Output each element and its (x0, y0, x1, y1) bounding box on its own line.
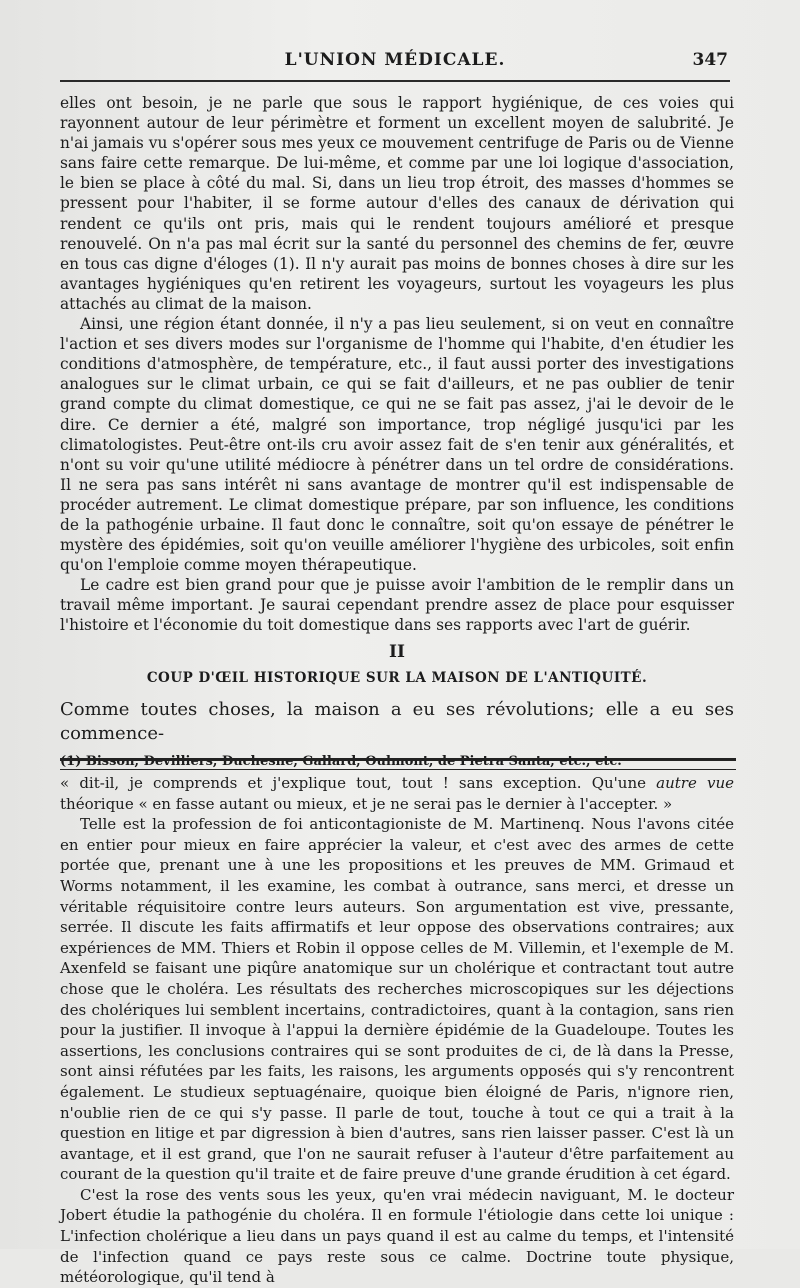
paragraph-2: Ainsi, une région étant donnée, il n'y a pas lieu seulement, si on veut en connaître l'action et ses divers modes sur l'organisme de l'homme qui l'habite, d'en étudier les conditions d'atmosphère, de température, etc., il faut aussi porter des investigations analogues sur le climat urbain, ce qui se fait d'ailleurs, et ne pas oublier de tenir grand compte du climat domestique, ce qui ne se fait pas assez, j'ai le devoir de le dire. Ce dernier a été, malgré son importance, trop négligé jusqu'ici par les climatologistes. Peut-être ont-ils cru avoir assez fait de s'en tenir aux généralités, et n'ont su voir qu'une utilité médiocre à pénétrer dans un tel ordre de considérations. Il ne sera pas sans intérêt ni sans avantage de montrer qu'il est indispensable de procéder autrement. Le climat domestique prépare, par son influence, les conditions de la pathogénie urbaine. Il faut donc le connaître, soit qu'on essaye de pénétrer le mystère des épidémies, soit qu'on veuille améliorer l'hygiène des urbicoles, soit enfin qu'on l'emploie comme moyen thérapeutique. (60, 315, 734, 575)
quote-end: théorique « en fasse autant ou mieux, et je ne serai pas le dernier à l'accepter. » (60, 794, 673, 813)
paragraph-jobert: C'est la rose des vents sous les yeux, qu'en vrai médecin naviguant, M. le docteur Jobert étudie la pathogénie du choléra. Il en formule l'étiologie dans cette loi unique : L'infection cholérique a lieu dans un pays quand il est au calme du temps, et l'intensité de l'infection quand ce pays reste sous ce calme. Doctrine toute physique, météorologique, qu'il tend à (60, 1185, 734, 1287)
paragraph-martinenq: Telle est la profession de foi anticontagioniste de M. Martinenq. Nous l'avons citée en entier pour mieux en faire apprécier la valeur, et c'est avec des armes de cette portée que, prenant une à une les propositions et les preuves de MM. Grimaud et Worms notamment, il les examine, les combat à outrance, sans merci, et dresse un véritable réquisitoire contre leurs auteurs. Son argumentation est vive, pressante, serrée. Il discute les faits affirmatifs et leur oppose des observations contraires; aux expériences de MM. Thiers et Robin il oppose celles de M. Villemin, et l'exemple de M. Axenfeld se faisant une piqûre anatomique sur un cholérique et contractant tout autre chose que le choléra. Les résultats des recherches microscopiques sur les déjections des cholériques lui semblent incertains, contradictoires, quant à la contagion, sans rien pour la justifier. Il invoque à l'appui la dernière épidémie de la Guadeloupe. Toutes les assertions, les conclusions contraires qui se sont produites de ci, de là dans la Presse, sont ainsi réfutées par les faits, les raisons, les arguments opposés qui s'y rencontrent également. Le studieux septuagénaire, quoique bien éloigné de Paris, n'ignore rien, n'oublie rien de ce qui s'y passe. Il parle de tout, touche à tout ce qui a trait à la question en litige et par digression à bien d'autres, sans rien laisser passer. C'est là un avantage, et il est grand, que l'on ne saurait refuser à l'auteur d'être parfaitement au courant de la question qu'il traite et de faire preuve d'une grande érudition à cet égard. (60, 815, 734, 1184)
quote-emphasis: autre vue (656, 774, 734, 792)
quote-start: « dit-il, je comprends et j'explique tout, tout ! sans exception. Qu'une (60, 774, 657, 792)
running-head: L'UNION MÉDICALE. (284, 50, 506, 70)
section-title: COUP D'ŒIL HISTORIQUE SUR LA MAISON DE L'ANTIQUITÉ. (146, 669, 648, 686)
footnote: (1) Bisson, Devilliers, Duchesne, Gallard, Oulmont, de Pietra Santa, etc., etc. (60, 753, 622, 769)
page-header (60, 50, 730, 82)
quote-paragraph (60, 773, 734, 814)
article-divider (60, 758, 736, 770)
section-opening: Comme toutes choses, la maison a eu ses révolutions; elle a eu ses commence- (60, 698, 734, 744)
section-number: II (389, 641, 405, 662)
article-upper-column (60, 93, 734, 772)
paragraph-3: Le cadre est bien grand pour que je puisse avoir l'ambition de le remplir dans un travail même important. Je saurai cependant prendre assez de place pour esquisser l'histoire et l'économie du toit domestique dans ses rapports avec l'art de guérir. (60, 576, 734, 635)
page-number: 347 (692, 50, 728, 70)
paragraph-1: elles ont besoin, je ne parle que sous le rapport hygiénique, de ces voies qui rayonnent autour de leur périmètre et forment un excellent moyen de salubrité. Je n'ai jamais vu s'opérer sous mes yeux ce mouvement centrifuge de Paris ou de Vienne sans faire cette remarque. De lui-même, et comme par une loi logique d'association, le bien se place à côté du mal. Si, dans un lieu trop étroit, des masses d'hommes se pressent pour l'habiter, il se forme autour d'elles des canaux de dérivation qui rendent ce qu'ils ont pris, mais qui le rendent toujours amélioré et presque renouvelé. On n'a pas mal écrit sur la santé du personnel des chemins de fer, œuvre en tous cas digne d'éloges (1). Il n'y aurait pas moins de bonnes choses à dire sur les avantages hygiéniques qu'en retirent les voyageurs, surtout les voyageurs les plus attachés au climat de la maison. (60, 94, 734, 313)
article-lower-column (60, 773, 734, 1288)
